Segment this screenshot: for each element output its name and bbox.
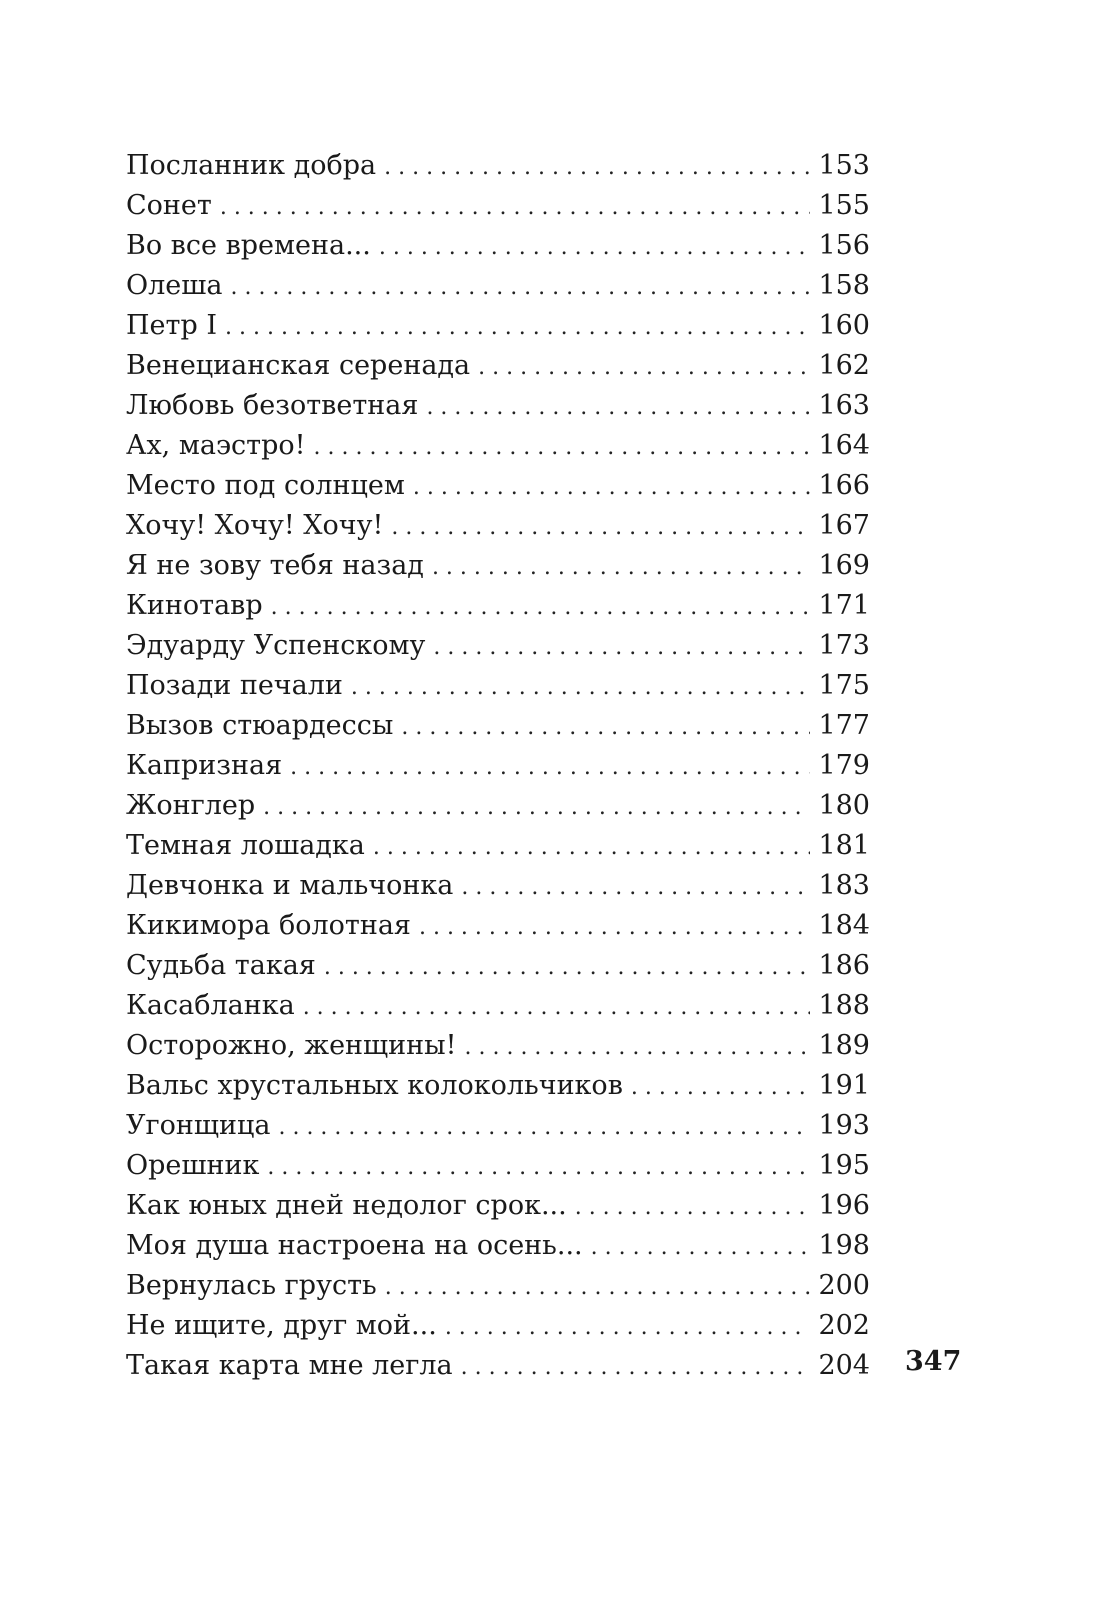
toc-entry[interactable] <box>126 186 870 226</box>
toc-entry-page: 179 <box>818 750 870 781</box>
toc-entry-title: Такая карта мне легла <box>126 1350 453 1381</box>
toc-leader-dots <box>631 1068 811 1108</box>
toc-entry-page: 175 <box>818 670 870 701</box>
toc-entry-page: 153 <box>818 150 870 181</box>
toc-entry-title: Темная лошадка <box>126 830 365 861</box>
toc-entry-page: 164 <box>818 430 870 461</box>
toc-entry-page: 189 <box>818 1030 870 1061</box>
toc-entry-page: 188 <box>818 990 870 1021</box>
toc-entry-page: 200 <box>818 1270 870 1301</box>
toc-entry-title: Судьба такая <box>126 950 316 981</box>
toc-entry[interactable] <box>126 146 870 186</box>
toc-entry-title: Кинотавр <box>126 590 263 621</box>
toc-entry[interactable] <box>126 786 870 826</box>
toc-leader-dots <box>230 268 810 308</box>
toc-entry[interactable] <box>126 546 870 586</box>
toc-entry-page: 160 <box>818 310 870 341</box>
toc-leader-dots <box>461 1348 811 1388</box>
toc-entry-title: Как юных дней недолог срок... <box>126 1190 567 1221</box>
toc-leader-dots <box>591 1228 811 1268</box>
toc-leader-dots <box>314 428 811 468</box>
toc-entry[interactable] <box>126 1226 870 1266</box>
toc-entry-title: Жонглер <box>126 790 256 821</box>
toc-leader-dots <box>433 628 810 668</box>
toc-entry-title: Венецианская серенада <box>126 350 471 381</box>
toc-leader-dots <box>290 748 810 788</box>
toc-leader-dots <box>385 1268 811 1308</box>
toc-leader-dots <box>413 468 811 508</box>
toc-entry[interactable] <box>126 306 870 346</box>
toc-leader-dots <box>401 708 810 748</box>
toc-entry-page: 155 <box>818 190 870 221</box>
toc-entry[interactable] <box>126 1186 870 1226</box>
toc-leader-dots <box>419 908 810 948</box>
toc-entry-page: 173 <box>818 630 870 661</box>
toc-entry[interactable] <box>126 946 870 986</box>
toc-entry[interactable] <box>126 986 870 1026</box>
toc-entry-title: Посланник добра <box>126 150 377 181</box>
toc-entry[interactable] <box>126 906 870 946</box>
toc-leader-dots <box>445 1308 811 1348</box>
toc-leader-dots <box>263 788 810 828</box>
toc-entry-title: Я не зову тебя назад <box>126 550 424 581</box>
toc-entry[interactable] <box>126 466 870 506</box>
toc-leader-dots <box>351 668 811 708</box>
toc-entry[interactable] <box>126 506 870 546</box>
toc-entry-title: Петр I <box>126 310 217 341</box>
toc-entry-title: Осторожно, женщины! <box>126 1030 457 1061</box>
toc-leader-dots <box>478 348 810 388</box>
toc-entry-page: 162 <box>818 350 870 381</box>
toc-entry-page: 204 <box>818 1350 870 1381</box>
toc-entry[interactable] <box>126 666 870 706</box>
page-number: 347 <box>905 1346 962 1377</box>
toc-leader-dots <box>426 388 810 428</box>
toc-leader-dots <box>225 308 810 348</box>
toc-entry-page: 186 <box>818 950 870 981</box>
toc-entry[interactable] <box>126 426 870 466</box>
toc-entry-title: Вызов стюардессы <box>126 710 394 741</box>
toc-entry-title: Хочу! Хочу! Хочу! <box>126 510 384 541</box>
toc-entry-title: Кикимора болотная <box>126 910 411 941</box>
toc-entry[interactable] <box>126 746 870 786</box>
toc-entry[interactable] <box>126 1266 870 1306</box>
toc-entry[interactable] <box>126 346 870 386</box>
toc-entry[interactable] <box>126 386 870 426</box>
toc-entry[interactable] <box>126 826 870 866</box>
toc-entry-page: 202 <box>818 1310 870 1341</box>
toc-entry-title: Олеша <box>126 270 223 301</box>
toc-entry-title: Вальс хрустальных колокольчиков <box>126 1070 623 1101</box>
toc-leader-dots <box>324 948 811 988</box>
toc-leader-dots <box>465 1028 811 1068</box>
toc-entry[interactable] <box>126 1346 870 1386</box>
toc-leader-dots <box>461 868 810 908</box>
toc-entry[interactable] <box>126 1026 870 1066</box>
toc-entry-page: 171 <box>818 590 870 621</box>
toc-entry-title: Во все времена... <box>126 230 371 261</box>
toc-entry-title: Эдуарду Успенскому <box>126 630 426 661</box>
toc-leader-dots <box>267 1148 810 1188</box>
toc-entry-page: 158 <box>818 270 870 301</box>
toc-entry-title: Не ищите, друг мой... <box>126 1310 437 1341</box>
toc-entry[interactable] <box>126 1106 870 1146</box>
toc-entry[interactable] <box>126 866 870 906</box>
toc-entry-page: 196 <box>818 1190 870 1221</box>
toc-entry-page: 156 <box>818 230 870 261</box>
toc-entry-title: Касабланка <box>126 990 295 1021</box>
toc-entry[interactable] <box>126 586 870 626</box>
toc-leader-dots <box>373 828 811 868</box>
toc-entry[interactable] <box>126 226 870 266</box>
toc-leader-dots <box>278 1108 810 1148</box>
toc-entry-title: Вернулась грусть <box>126 1270 377 1301</box>
toc-leader-dots <box>379 228 811 268</box>
toc-entry-title: Девчонка и мальчонка <box>126 870 454 901</box>
toc-entry-page: 198 <box>818 1230 870 1261</box>
toc-entry-page: 163 <box>818 390 870 421</box>
toc-entry-title: Сонет <box>126 190 212 221</box>
toc-entry[interactable] <box>126 706 870 746</box>
toc-leader-dots <box>384 148 810 188</box>
toc-leader-dots <box>220 188 811 228</box>
toc-leader-dots <box>391 508 810 548</box>
toc-entry-title: Орешник <box>126 1150 260 1181</box>
toc-entry[interactable] <box>126 1146 870 1186</box>
table-of-contents <box>126 146 870 1386</box>
toc-entry-page: 191 <box>818 1070 870 1101</box>
toc-entry-page: 177 <box>818 710 870 741</box>
toc-entry-title: Моя душа настроена на осень... <box>126 1230 583 1261</box>
toc-entry-page: 193 <box>818 1110 870 1141</box>
toc-entry-page: 181 <box>818 830 870 861</box>
toc-entry[interactable] <box>126 1066 870 1106</box>
toc-entry-page: 167 <box>818 510 870 541</box>
toc-entry-page: 183 <box>818 870 870 901</box>
toc-entry-page: 169 <box>818 550 870 581</box>
toc-entry-title: Позади печали <box>126 670 343 701</box>
toc-entry-page: 184 <box>818 910 870 941</box>
toc-leader-dots <box>271 588 811 628</box>
toc-entry-page: 166 <box>818 470 870 501</box>
toc-entry-title: Место под солнцем <box>126 470 405 501</box>
toc-entry[interactable] <box>126 266 870 306</box>
toc-entry-title: Капризная <box>126 750 283 781</box>
toc-entry-page: 195 <box>818 1150 870 1181</box>
toc-entry-title: Любовь безответная <box>126 390 419 421</box>
toc-entry-title: Угонщица <box>126 1110 271 1141</box>
toc-entry-page: 180 <box>818 790 870 821</box>
toc-leader-dots <box>575 1188 811 1228</box>
toc-entry[interactable] <box>126 626 870 666</box>
toc-entry-title: Ах, маэстро! <box>126 430 306 461</box>
toc-entry[interactable] <box>126 1306 870 1346</box>
toc-leader-dots <box>432 548 811 588</box>
toc-leader-dots <box>303 988 811 1028</box>
